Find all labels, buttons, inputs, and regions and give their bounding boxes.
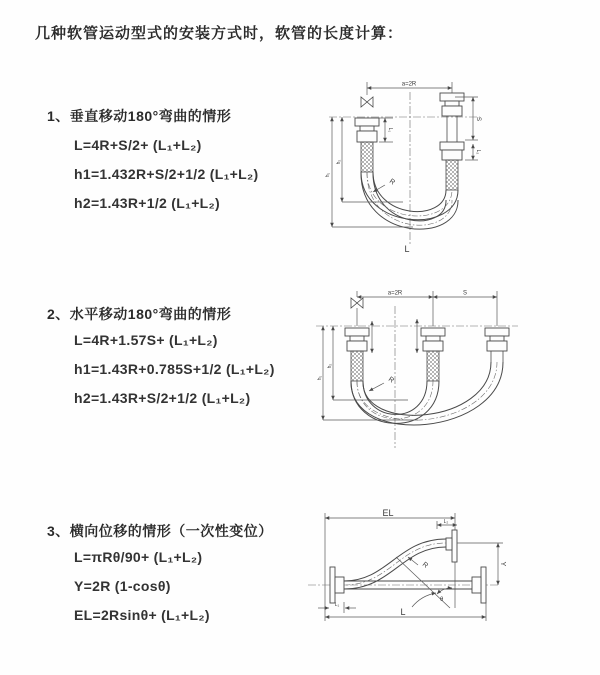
section-2-formula-h1: h1=1.43R+0.785S+1/2 (L₁+L₂) xyxy=(74,361,275,377)
dim-label-h1: h₁ xyxy=(317,375,323,381)
dim-width-a2r xyxy=(357,291,497,327)
section-3-formula-y: Y=2R (1-cosθ) xyxy=(74,578,171,594)
dim-h2 xyxy=(327,326,408,400)
dim-width-a2r xyxy=(367,82,452,98)
dim-l1 xyxy=(379,118,393,142)
dim-label-el: EL xyxy=(382,508,394,518)
section-1-formula-h1: h1=1.432R+S/2+1/2 (L₁+L₂) xyxy=(74,166,259,182)
dim-label-a2r: a=2R xyxy=(387,290,403,297)
right-pipe-fittings xyxy=(440,93,464,190)
braided-hose-section xyxy=(446,160,458,190)
section-1-formula-l: L=4R+S/2+ (L₁+L₂) xyxy=(74,137,202,153)
left-pipe-fitting xyxy=(355,118,379,172)
page-title: 几种软管运动型式的安装方式时，软管的长度计算： xyxy=(35,25,404,42)
radius-label: R xyxy=(387,177,397,187)
section-3-heading: 3、横向位移的情形（一次性变位） xyxy=(47,523,273,539)
braided-hose-section xyxy=(361,142,373,172)
dim-label-s: S xyxy=(475,116,481,122)
theta-label: θ xyxy=(440,597,444,603)
dim-label-s: S xyxy=(462,290,468,297)
right-flange xyxy=(472,567,486,603)
radius-callout xyxy=(373,178,396,192)
valve-icon xyxy=(351,298,363,326)
section-2-formula-l: L=4R+1.57S+ (L₁+L₂) xyxy=(74,332,218,348)
hose-u-bend xyxy=(361,172,458,229)
valve-icon xyxy=(361,97,373,107)
section-3-formula-l: L=πRθ/90+ (L₁+L₂) xyxy=(74,549,203,565)
dim-label-l: L xyxy=(400,607,406,617)
diagram-lateral-displacement xyxy=(300,505,590,640)
dim-label-a2r: a=2R xyxy=(401,81,417,88)
dim-l2 xyxy=(437,519,457,529)
dim-label-l2: L₂ xyxy=(443,519,449,525)
upper-flange xyxy=(446,530,457,562)
section-1-heading: 1、垂直移动180°弯曲的情形 xyxy=(47,108,232,124)
fitting-length-ticks xyxy=(372,319,417,353)
radius-label: R xyxy=(420,561,430,570)
dim-l2 xyxy=(465,144,481,160)
section-2-heading: 2、水平移动180°弯曲的情形 xyxy=(47,306,232,322)
radius-label: R xyxy=(386,375,396,385)
dim-l xyxy=(325,602,486,621)
dim-label-l1: L₁ xyxy=(334,602,340,608)
left-flange xyxy=(330,567,344,603)
dim-label-h1: h₁ xyxy=(325,172,331,178)
braided-hose-section xyxy=(427,351,439,381)
dim-l1 xyxy=(318,602,356,613)
section-3-formula-el: EL=2Rsinθ+ (L₁+L₂) xyxy=(74,607,210,623)
diagram-horizontal-180-bend xyxy=(313,288,590,458)
radius-callout xyxy=(408,557,429,570)
braided-hose-section xyxy=(351,351,363,381)
diagram-vertical-180-bend xyxy=(315,78,587,258)
section-2-formula-h2: h2=1.43R+S/2+1/2 (L₁+L₂) xyxy=(74,390,251,406)
section-1-formula-h2: h2=1.43R+1/2 (L₁+L₂) xyxy=(74,195,221,211)
radius-callout xyxy=(369,376,395,391)
dim-label-h2: h₂ xyxy=(336,159,342,165)
dim-label-l1: L₁ xyxy=(387,127,393,133)
dim-label-y: Y xyxy=(499,561,506,567)
dim-label-l2: L₂ xyxy=(475,149,481,155)
dim-label-h2: h₂ xyxy=(327,363,333,369)
top-fittings xyxy=(345,328,509,381)
length-label: L xyxy=(404,244,410,254)
dim-el xyxy=(325,508,455,621)
